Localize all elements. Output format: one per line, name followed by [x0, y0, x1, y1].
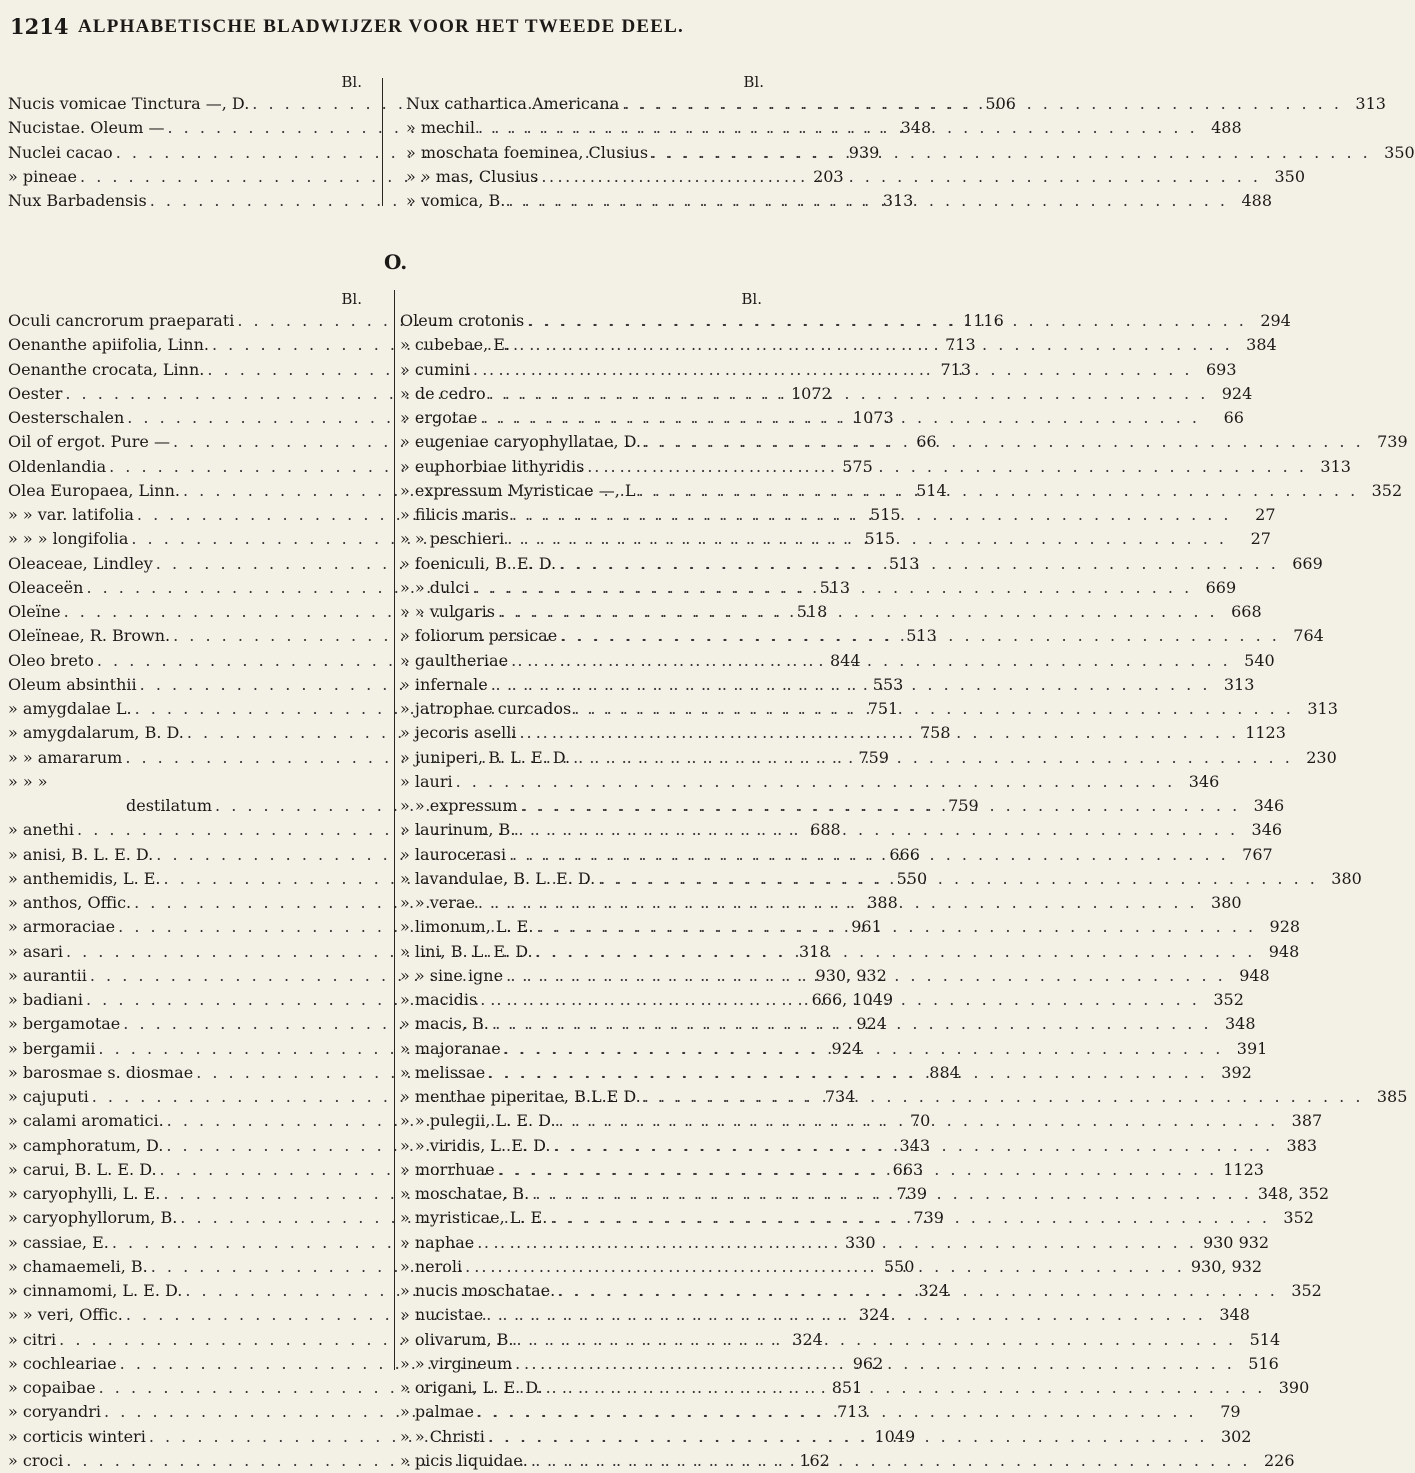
entry-page-number: 739: [896, 1184, 928, 1203]
entry-page-number: 380: [1331, 868, 1362, 888]
entry-term: » gaultheriae: [400, 650, 509, 670]
entry-term: » anthos, Offic.: [8, 893, 132, 912]
entry-page-number: 352: [1291, 1281, 1322, 1300]
leader-dots: [648, 141, 1371, 165]
entry-term: Nux cathartica Americana: [406, 94, 620, 113]
entry-term: » jatrophae curcados: [400, 699, 572, 718]
entry-term: » lini, B. L. E. D.: [400, 941, 533, 961]
entry-page-number: 1116: [963, 311, 1004, 330]
column-divider-top: [382, 78, 383, 206]
entry-page-number: 924: [831, 1038, 863, 1058]
entry-page-number: 294: [1260, 311, 1291, 330]
entry-page-number: 380: [1211, 893, 1242, 912]
leader-dots: [488, 673, 1211, 697]
leader-dots: [533, 915, 1256, 939]
entry-page-number: 488: [1241, 191, 1273, 210]
leader-dots: [489, 1012, 1212, 1036]
leader-dots: [570, 746, 1293, 770]
entry-term: » » sine igne: [400, 965, 504, 985]
entry-page-number: 318: [799, 941, 830, 961]
entry-term: » chamaemeli, B.: [8, 1256, 148, 1276]
entry-term: Oenanthe crocata, Linn.: [8, 359, 205, 379]
entry-term: » cassiae, E.: [8, 1232, 109, 1252]
entry-term: » anisi, B. L. E. D.: [8, 844, 154, 864]
entry-term: » bergamii: [8, 1038, 96, 1058]
entry-term: » moschatae, B.: [400, 1184, 530, 1203]
entry-term: » picis liquidae.: [400, 1450, 528, 1470]
entry-page-number: 387: [1291, 1111, 1323, 1131]
entry-page-number: 1123: [1223, 1159, 1264, 1179]
entry-page-number: 553: [872, 674, 904, 694]
entry-term: » foeniculi, B. E. D.: [400, 553, 557, 573]
entry-term: » myristicae, L. E.: [400, 1208, 548, 1228]
leader-dots: [501, 1037, 1224, 1061]
entry-term: » » vulgaris: [400, 602, 495, 621]
entry-page-number: 488: [1211, 118, 1242, 138]
entry-term: Oleaceën: [8, 577, 84, 597]
entry-term: » ergotae: [400, 408, 478, 427]
entry-page-number: 391: [1236, 1038, 1268, 1058]
entry-page-number: 348, 352: [1257, 1184, 1330, 1203]
entry-term: Oleïne: [8, 602, 61, 621]
entry-term: » » peschieri: [400, 529, 505, 549]
entry-term: » infernale: [400, 674, 488, 694]
leader-dots: [595, 867, 1318, 891]
entry-page-number: 928: [1269, 917, 1301, 937]
entry-page-number: 550: [883, 1256, 915, 1276]
entry-term: » caryophylli, L. E.: [8, 1184, 161, 1203]
entry-term: » » pulegii, L. E. D.: [400, 1111, 556, 1131]
entry-term: Nucis vomicae Tinctura —, D.: [8, 94, 250, 113]
entry-term: » laurinum, B.: [400, 820, 516, 840]
entry-page-number: 392: [1221, 1062, 1252, 1082]
entry-page-number: 948: [1268, 941, 1300, 961]
leader-dots: [462, 1255, 1185, 1279]
entry-page-number: 1072: [791, 383, 832, 403]
leader-dots: [641, 1085, 1364, 1109]
entry-page-number: 203: [813, 166, 844, 186]
entry-page-number: 346: [1253, 796, 1285, 815]
entry-term: » vomica, B.: [406, 191, 506, 210]
entry-term: » olivarum, B.: [400, 1329, 514, 1349]
leader-dots: [506, 843, 1229, 867]
entry-page-number: 1073: [852, 408, 894, 427]
entry-page-number: 961: [851, 917, 882, 937]
entry-term: » morrhuae: [400, 1159, 495, 1179]
entry-term: » eugeniae caryophyllatae, D.: [400, 432, 642, 452]
entry-term: » cinnamomi, L. E. D.: [8, 1281, 183, 1300]
entry-page-number: 739: [913, 1208, 944, 1228]
leader-dots: [474, 1231, 1197, 1255]
entry-page-number: 346: [1188, 771, 1220, 791]
leader-dots: [529, 1182, 1252, 1206]
entry-term: » naphae: [400, 1232, 475, 1252]
entry-page-number: 844: [829, 650, 861, 670]
entry-term: » macis, B.: [400, 1014, 489, 1034]
entry-term: » menthae piperitae, B.L.E D.: [400, 1087, 641, 1106]
entry-page-number: 575: [842, 456, 873, 476]
leader-dots: [470, 358, 1193, 382]
leader-dots: [513, 1328, 1236, 1352]
leader-dots: [474, 1400, 1197, 1424]
entry-term: » bergamotae: [8, 1014, 121, 1034]
entry-term: » » » longifolia: [8, 529, 129, 549]
leader-dots: [550, 1134, 1273, 1158]
entry-page-number: 515: [870, 505, 901, 524]
entry-term: Oleum crotonis: [400, 311, 525, 330]
entry-page-number: 948: [1239, 965, 1270, 985]
entry-page-number: 759: [858, 747, 889, 767]
section-letter: O.: [384, 250, 408, 274]
entry-page-number: 230: [1306, 747, 1337, 767]
entry-page-number: 515: [864, 529, 896, 549]
entry-term: Nuclei cacao: [8, 142, 113, 162]
column-divider-main: [394, 290, 395, 1370]
entry-term: Oil of ergot. Pure —: [8, 432, 170, 452]
entry-page-number: 313: [1307, 699, 1338, 718]
leader-dots: [477, 988, 1200, 1012]
leader-dots: [505, 189, 1228, 213]
entry-page-number: 385: [1376, 1087, 1408, 1106]
entry-page-number: 851: [831, 1378, 863, 1397]
entry-term: » lavandulae, B. L. E. D.: [400, 868, 596, 888]
entry-term: Oldenlandia: [8, 456, 107, 476]
entry-term: » corticis winteri: [8, 1426, 146, 1446]
entry-term: » de cedro: [400, 383, 486, 403]
entry-page-number: 663: [892, 1159, 924, 1179]
entry-term: » » mas, Clusius: [406, 166, 539, 186]
entry-term: » » viridis, L. E. D.: [400, 1135, 551, 1155]
entry-term: destilatum: [126, 796, 213, 815]
entry-term: » » »: [8, 771, 48, 791]
entry-page-number: 313: [882, 191, 914, 210]
page-number: 1214: [10, 14, 69, 39]
leader-dots: [483, 1303, 1206, 1327]
entry-term: » aurantii: [8, 965, 87, 985]
entry-page-number: 313: [1355, 94, 1386, 113]
leader-dots: [556, 552, 1279, 576]
entry-term: » » dulci: [400, 577, 470, 597]
leader-dots: [555, 1279, 1278, 1303]
entry-term: » » veri, Offic.: [8, 1305, 123, 1325]
leader-dots: [515, 818, 1238, 842]
leader-dots: [518, 794, 1241, 818]
leader-dots: [512, 1352, 1235, 1376]
entry-page-number: 343: [899, 1135, 930, 1155]
entry-page-number: 930 932: [1202, 1232, 1270, 1252]
leader-dots: [485, 1061, 1208, 1085]
entry-page-number: 330: [844, 1232, 876, 1252]
entry-term: » anethi: [8, 820, 75, 840]
entry-page-number: 302: [1220, 1426, 1252, 1446]
leader-dots: [547, 1206, 1270, 1230]
entry-page-number: 930, 932: [815, 965, 887, 985]
entry-term: » » expressum: [400, 796, 518, 815]
entry-page-number: 27: [1250, 529, 1271, 549]
entry-term: » cajuputi: [8, 1087, 89, 1106]
leader-dots: [475, 116, 1198, 140]
entry-term: » badiani: [8, 990, 83, 1009]
entry-page-number: 383: [1286, 1135, 1318, 1155]
entry-term: » citri: [8, 1329, 57, 1349]
leader-dots: [528, 1449, 1251, 1473]
entry-page-number: 767: [1242, 844, 1273, 864]
leader-dots: [524, 309, 1247, 333]
entry-page-number: 350: [1384, 142, 1415, 162]
entry-term: » croci: [8, 1450, 64, 1470]
entry-page-number: 666: [889, 844, 920, 864]
leader-dots: [556, 1109, 1279, 1133]
entry-page-number: 514: [1249, 1329, 1281, 1349]
entry-page-number: 924: [856, 1014, 887, 1034]
entry-page-number: 352: [1213, 990, 1244, 1009]
leader-dots: [641, 430, 1364, 454]
entry-page-number: 506: [985, 94, 1016, 113]
entry-term: » foliorum persicae: [400, 626, 558, 646]
entry-term: Oleum absinthii: [8, 674, 137, 694]
entry-term: Oleo breto: [8, 650, 94, 670]
entry-page-number: 348: [1225, 1014, 1256, 1034]
entry-page-number: 669: [1205, 577, 1237, 597]
entry-page-number: 764: [1293, 626, 1324, 646]
entry-term: » cochleariae: [8, 1353, 117, 1373]
leader-dots: [557, 624, 1280, 648]
entry-page-number: 27: [1255, 505, 1276, 524]
entry-page-number: 516: [1248, 1353, 1279, 1373]
entry-page-number: 666, 1049: [811, 990, 894, 1009]
index-entry: [400, 770, 1220, 794]
entry-term: » » Christi: [400, 1426, 485, 1446]
entry-page-number: 313: [1320, 456, 1351, 476]
entry-term: » origani, L. E. D.: [400, 1378, 543, 1397]
entry-page-number: 688: [810, 820, 841, 840]
entry-term: » jecoris aselli: [400, 723, 517, 743]
entry-term: » » var. latifolia: [8, 505, 134, 524]
entry-page-number: 751: [867, 699, 899, 718]
entry-page-number: 513: [906, 626, 937, 646]
entry-page-number: 350: [1274, 166, 1306, 186]
entry-page-number: 734: [824, 1087, 856, 1106]
leader-dots: [503, 964, 1226, 988]
entry-term: Oleaceae, Lindley: [8, 553, 153, 573]
entry-page-number: 962: [852, 1353, 884, 1373]
entry-page-number: 226: [1263, 1450, 1295, 1470]
entry-term: » melissae: [400, 1062, 486, 1082]
entry-page-number: 66: [1223, 408, 1244, 427]
entry-term: Oleïneae, R. Brown.: [8, 626, 171, 646]
entry-term: » » amararum: [8, 747, 123, 767]
entry-term: » amygdalae L.: [8, 699, 132, 718]
entry-term: » moschata foeminea, Clusius: [406, 142, 649, 162]
entry-term: » euphorbiae lithyridis: [400, 456, 585, 476]
entry-page-number: 758: [919, 723, 951, 743]
entry-term: » anthemidis, L. E.: [8, 868, 161, 888]
entry-term: » barosmae s. diosmae: [8, 1062, 194, 1082]
entry-page-number: 513: [819, 577, 851, 597]
entry-page-number: 713: [945, 335, 976, 355]
leader-dots: [495, 1158, 1218, 1182]
entry-page-number: 669: [1292, 553, 1323, 573]
entry-term: Olea Europaea, Linn.: [8, 480, 180, 500]
entry-term: » armoraciae: [8, 917, 116, 937]
entry-term: » calami aromatici.: [8, 1111, 164, 1131]
leader-dots: [543, 1376, 1266, 1400]
entry-page-number: 540: [1244, 650, 1275, 670]
entry-page-number: 550: [896, 868, 928, 888]
entry-page-number: 324: [858, 1305, 890, 1325]
entry-term: » filicis maris: [400, 505, 509, 524]
entry-term: » coryandri: [8, 1402, 102, 1422]
entry-page-number: 518: [796, 602, 828, 621]
column-label: Bl.: [341, 290, 362, 308]
entry-page-number: 939: [848, 142, 880, 162]
entry-term: » asari: [8, 941, 63, 961]
leader-dots: [477, 406, 1200, 430]
entry-page-number: 693: [1205, 359, 1237, 379]
entry-page-number: 388: [867, 893, 898, 912]
leader-dots: [495, 600, 1218, 624]
column-label: Bl.: [743, 73, 764, 91]
entry-term: » » verae: [400, 893, 475, 912]
entry-page-number: 713: [940, 359, 971, 379]
entry-term: Nucistae. Oleum —: [8, 118, 165, 138]
entry-page-number: 924: [1221, 383, 1253, 403]
entry-term: Nux Barbadensis: [8, 191, 147, 210]
entry-term: » limonum, L. E.: [400, 917, 534, 937]
leader-dots: [517, 721, 1240, 745]
entry-page-number: 348: [1219, 1305, 1250, 1325]
leader-dots: [584, 455, 1307, 479]
entry-term: » juniperi, B. L. E. D.: [400, 747, 571, 767]
entry-term: » mechil: [406, 118, 476, 138]
page-header: [0, 8, 801, 46]
entry-page-number: 884: [929, 1062, 960, 1082]
entry-page-number: 384: [1246, 335, 1277, 355]
entry-page-number: 66: [916, 432, 937, 452]
leader-dots: [504, 527, 1227, 551]
leader-dots: [453, 770, 1176, 794]
entry-page-number: 514: [916, 480, 947, 500]
entry-term: Oester: [8, 383, 63, 403]
entry-term: » macidis: [400, 990, 478, 1009]
entry-page-number: 313: [1223, 674, 1255, 694]
entry-term: » pineae: [8, 166, 78, 186]
entry-page-number: 70: [909, 1111, 931, 1131]
entry-page-number: 324: [792, 1329, 823, 1349]
entry-term: » laurocerasi: [400, 844, 507, 864]
entry-term: » caryophyllorum, B.: [8, 1208, 178, 1228]
index-entry: [8, 770, 376, 794]
entry-term: » camphoratum, D.: [8, 1135, 164, 1155]
entry-page-number: 390: [1278, 1378, 1310, 1397]
entry-term: Oenanthe apiifolia, Linn.: [8, 335, 209, 355]
column-label: Bl.: [741, 290, 762, 308]
entry-term: » copaibae: [8, 1378, 96, 1397]
entry-page-number: 162: [799, 1450, 830, 1470]
leader-dots: [486, 382, 1209, 406]
entry-page-number: 79: [1220, 1402, 1241, 1422]
entry-page-number: 759: [948, 796, 979, 815]
leader-dots: [571, 697, 1294, 721]
leader-dots: [475, 891, 1198, 915]
leader-dots: [509, 503, 1232, 527]
entry-term: Oesterschalen: [8, 408, 125, 427]
running-title: ALPHABETISCHE BLADWIJZER VOOR HET TWEEDE DEEL.: [78, 16, 684, 37]
entry-page-number: 352: [1371, 480, 1403, 500]
entry-term: » cumini: [400, 359, 470, 379]
entry-page-number: 930, 932: [1190, 1256, 1263, 1276]
entry-term: » nucis moschatae.: [400, 1281, 556, 1300]
entry-term: » neroli: [400, 1256, 463, 1276]
entry-page-number: 352: [1283, 1208, 1314, 1228]
leader-dots: [510, 333, 1233, 357]
leader-dots: [508, 649, 1231, 673]
entry-term: » majoranae: [400, 1038, 501, 1058]
entry-term: » nucistae: [400, 1305, 484, 1325]
entry-page-number: 668: [1231, 602, 1262, 621]
entry-page-number: 1049: [874, 1426, 916, 1446]
entry-page-number: 324: [918, 1281, 950, 1300]
entry-page-number: 1123: [1245, 723, 1286, 743]
entry-term: » » virgineum: [400, 1353, 513, 1373]
entry-page-number: 513: [888, 553, 920, 573]
entry-term: » palmae: [400, 1402, 474, 1422]
entry-page-number: 739: [1377, 432, 1408, 452]
entry-term: » amygdalarum, B. D.: [8, 723, 184, 743]
entry-term: » expressum Myristicae —, L: [400, 480, 636, 500]
entry-page-number: 348: [900, 118, 932, 138]
leader-dots: [485, 1425, 1208, 1449]
entry-page-number: 346: [1251, 820, 1283, 840]
leader-dots: [470, 576, 1193, 600]
entry-term: » cubebae, E.: [400, 335, 511, 355]
column-label: Bl.: [341, 73, 362, 91]
entry-page-number: 713: [837, 1402, 868, 1422]
entry-term: » lauri: [400, 771, 453, 791]
leader-dots: [533, 940, 1256, 964]
leader-dots: [538, 165, 1261, 189]
leader-dots: [636, 479, 1359, 503]
entry-term: » carui, B. L. E. D.: [8, 1159, 157, 1179]
leader-dots: [619, 92, 1342, 116]
entry-term: Oculi cancrorum praeparati: [8, 311, 235, 330]
